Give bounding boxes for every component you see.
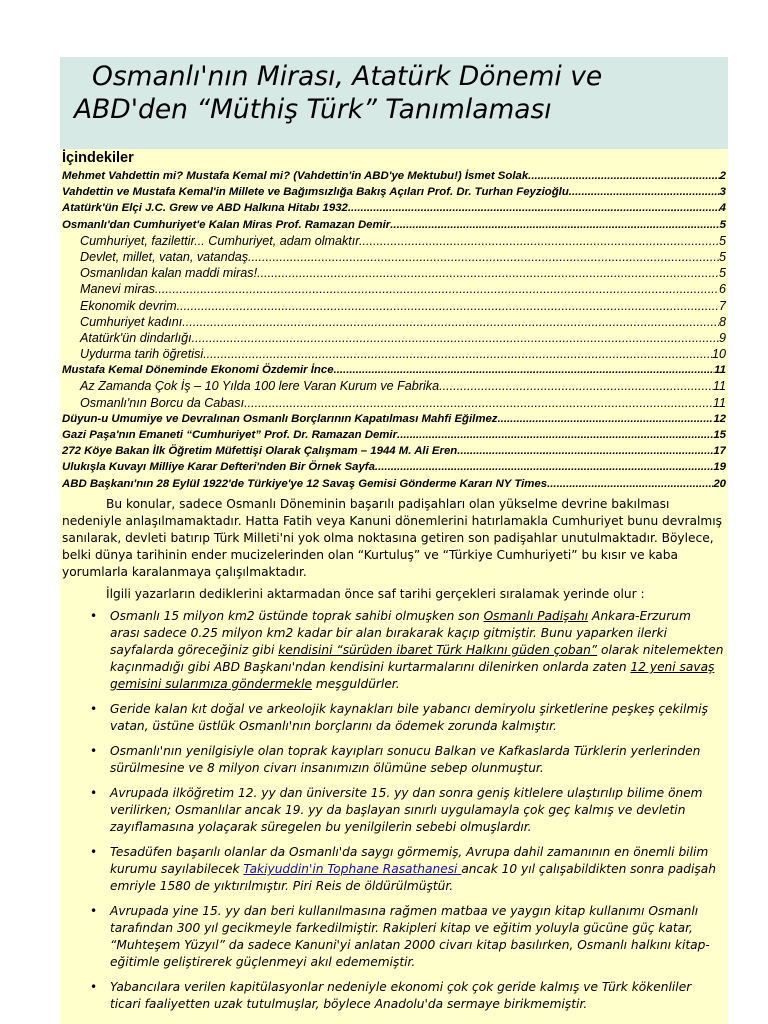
toc-entry-title: ABD Başkanı'nın 28 Eylül 1922'de Türkiye'ye 12 Savaş Gemisi Gönderme Kararı NY Times	[62, 477, 548, 490]
toc-leader-dots	[192, 330, 719, 346]
toc-entry-title: Ulukışla Kuvayı Milliye Karar Defteri'nden Bir Örnek Sayfa	[62, 461, 375, 474]
bullet-text: meşguldürler.	[312, 677, 400, 691]
toc-entry-title: Atatürk'ün dindarlığı	[80, 330, 192, 345]
bullet-text: Osmanlı 15 milyon km2 üstünde toprak sahibi olmuşken son	[110, 609, 484, 623]
toc-entry[interactable]	[62, 362, 726, 378]
toc-entry-title: Osmanlı'nın Borcu da Cabası	[80, 395, 245, 410]
toc-leader-dots	[248, 249, 719, 265]
toc-entry[interactable]	[62, 298, 726, 314]
bullet-text: Yabancılara verilen kapitülasyonlar nedeniyle ekonomi çok çok geride kalmış ve Türk kökenliler ticari faaliyetten uzak tutulmuşlar, böylece Anadolu'da sermaye birikmemiştir.	[110, 980, 692, 1011]
title-banner	[60, 57, 728, 149]
toc-page-number: 11	[714, 364, 726, 377]
toc-leader-dots	[375, 459, 713, 475]
toc-leader-dots	[457, 443, 713, 459]
toc-leader-dots	[155, 281, 719, 297]
toc-page-number: 5	[718, 249, 726, 264]
toc-page-number: 2	[719, 170, 726, 182]
toc-page-number: 6	[718, 282, 726, 297]
rasathane-link[interactable]: Takiyuddin'in Tophane Rasathanesi	[243, 862, 462, 876]
toc-page-number: 3	[719, 186, 726, 199]
toc-entry-title: Vahdettin ve Mustafa Kemal'in Millete ve Bağımsızlığa Bakış Açıları Prof. Dr. Turhan Feyzioğlu	[62, 186, 569, 199]
toc-page-number: 17	[713, 445, 726, 458]
toc-entry[interactable]	[62, 476, 726, 492]
toc-entry-title: Ekonomik devrim	[80, 298, 177, 313]
toc-leader-dots	[348, 200, 720, 216]
toc-page-number: 4	[719, 202, 726, 215]
bullet-list	[62, 608, 724, 1013]
list-item	[62, 785, 724, 836]
toc-entry[interactable]	[62, 411, 726, 427]
table-of-contents	[62, 168, 726, 492]
intro-paragraph: Bu konular, sadece Osmanlı Döneminin başarılı padişahları olan yükselme devrine bakılması nedeniyle anlaşılmamaktadır. Hatta Fatih veya Kanuni dönemlerini hatırlamakla Cumhuriyet bunu devralmış sanılarak, devleti batırıp Türk Milleti'ni yok olma noktasına getiren son padişahlar unutulmaktadır. Böylece, belki dünya tarihinin ender mucizelerinden olan “Kurtuluş” ve “Türkiye Cumhuriyeti” bu kısır ve kaba yorumlarla karalanmaya çalışılmaktadır.	[62, 497, 722, 579]
toc-leader-dots	[177, 298, 719, 314]
bullet-text: Avrupada ilköğretim 12. yy dan üniversite 15. yy dan sonra geniş kitlelere ulaştırılıp bilime önem verilirken; Osmanlılar ancak 19. yy da başlayan sınırlı uygulamayla çok geç kalmış ve devletin zayıflamasına yolaçarak süregelen bu yenilgilerin sebebi olmuşlardır.	[110, 786, 703, 834]
toc-leader-dots	[528, 168, 719, 184]
toc-entry[interactable]	[62, 330, 726, 346]
toc-page-number: 12	[713, 412, 726, 425]
bullet-icon: •	[90, 980, 98, 994]
list-item	[62, 844, 724, 895]
toc-page-number: 5	[719, 218, 726, 231]
toc-heading: İçindekiler	[62, 150, 134, 166]
toc-entry-title: Az Zamanda Çok İş – 10 Yılda 100 lere Varan Kurum ve Fabrika	[80, 379, 440, 394]
toc-leader-dots	[182, 314, 719, 330]
toc-entry[interactable]	[62, 314, 726, 330]
toc-entry-title: Osmanlıdan kalan maddi miras!	[80, 266, 258, 281]
toc-entry[interactable]	[62, 395, 726, 411]
toc-leader-dots	[397, 427, 713, 443]
toc-entry-title: Mehmet Vahdettin mi? Mustafa Kemal mi? (Vahdettin'in ABD'ye Mektubu!) İsmet Solak	[62, 170, 529, 182]
toc-page-number: 11	[712, 379, 726, 394]
toc-entry-title: 272 Köye Bakan İlk Öğretim Müfettişi Olarak Çalışmam – 1944 M. Ali Eren	[62, 445, 458, 458]
toc-page-number: 20	[713, 477, 726, 490]
toc-entry-title: Cumhuriyet, fazilettir... Cumhuriyet, adam olmaktır.	[80, 233, 363, 248]
underlined-text: Osmanlı Padişahı	[483, 609, 589, 623]
toc-page-number: 10	[711, 347, 726, 362]
bullet-text: Tesadüfen başarılı olanlar da Osmanlı'da saygı görmemiş, Avrupa dahil zamanının en önemli bilim kurumu sayılabilecek	[110, 845, 709, 876]
list-item	[62, 979, 724, 1013]
bullet-icon: •	[90, 904, 98, 918]
toc-leader-dots	[363, 233, 719, 249]
list-item	[62, 608, 724, 693]
toc-page-number: 9	[718, 330, 726, 345]
toc-leader-dots	[390, 217, 719, 233]
bullet-icon: •	[90, 702, 98, 716]
title-line-1: Osmanlı'nın Mirası, Atatürk Dönemi ve	[92, 61, 603, 92]
toc-leader-dots	[334, 362, 715, 378]
title-line-2: ABD'den “Müthiş Türk” Tanımlaması	[74, 94, 552, 125]
bullet-icon: •	[90, 845, 98, 859]
toc-entry-title: Düyun-u Umumiye ve Devralınan Osmanlı Borçlarının Kapatılması Mahfi Eğilmez	[62, 412, 498, 425]
bullet-icon: •	[90, 786, 98, 800]
toc-page-number: 19	[713, 461, 726, 474]
document-body	[60, 149, 728, 1024]
toc-page-number: 5	[718, 266, 726, 281]
toc-page-number: 5	[718, 233, 726, 248]
toc-page-number: 7	[718, 298, 726, 313]
list-item	[62, 701, 724, 735]
list-item	[62, 743, 724, 777]
toc-entry[interactable]	[62, 427, 726, 443]
bullet-text: Geride kalan kıt doğal ve arkeolojik kaynakları bile yabancı demiryolu şirketlerine peşkeş çekilmiş vatan, üstüne üstlük Osmanlı'nın borçlarını da ödemek zorunda kalmıştır.	[110, 702, 708, 733]
toc-entry-title: Cumhuriyet kadını	[80, 314, 183, 329]
body-text	[62, 496, 724, 1021]
toc-leader-dots	[498, 411, 714, 427]
toc-leader-dots	[439, 378, 713, 394]
bullet-icon: •	[90, 609, 98, 623]
toc-entry[interactable]	[62, 233, 726, 249]
toc-entry[interactable]	[62, 168, 726, 184]
list-item	[62, 903, 724, 971]
toc-entry-title: Manevi miras	[80, 282, 155, 297]
underlined-text: kendisini “sürüden ibaret Türk Halkını güden çoban”	[278, 643, 598, 657]
document-title	[60, 60, 728, 126]
bullet-text: Osmanlı'nın yenilgisiyle olan toprak kayıpları sonucu Balkan ve Kafkaslarda Türklerin yerlerinden sürülmesine ve 8 milyon civarı insanımızın ölümüne sebep olunmuştur.	[110, 744, 701, 775]
toc-entry-title: Osmanlı'dan Cumhuriyet'e Kalan Miras Prof. Ramazan Demir	[62, 218, 391, 231]
intro-paragraph-2: İlgili yazarların dediklerini aktarmadan önce saf tarihi gerçekleri sıralamak yerinde olur :	[106, 587, 645, 601]
bullet-icon: •	[90, 744, 98, 758]
toc-entry-title: Uydurma tarih öğretisi	[80, 347, 204, 362]
toc-leader-dots	[547, 476, 713, 492]
toc-entry[interactable]	[62, 200, 726, 216]
bullet-text: ancak 10 yıl çalışabildikten sonra padişah emriyle 1580 de yıktırılmıştır. Piri Reis de öldürülmüştür.	[110, 862, 716, 893]
toc-entry[interactable]	[62, 265, 726, 281]
toc-entry[interactable]	[62, 217, 726, 233]
toc-page-number: 15	[713, 429, 726, 441]
toc-leader-dots	[244, 395, 713, 411]
toc-entry[interactable]	[62, 459, 726, 475]
toc-entry-title: Atatürk'ün Elçi J.C. Grew ve ABD Halkına Hitabı 1932	[62, 202, 348, 215]
toc-entry-title: Mustafa Kemal Döneminde Ekonomi Özdemir İnce	[62, 364, 334, 377]
toc-leader-dots	[203, 346, 712, 362]
toc-page-number: 8	[718, 314, 726, 329]
toc-entry-title: Gazi Paşa'nın Emaneti “Cumhuriyet” Prof. Dr. Ramazan Demir	[62, 429, 398, 441]
toc-page-number: 11	[712, 395, 726, 410]
toc-entry[interactable]	[62, 443, 726, 459]
bullet-text: Ankara-Erzurum arası sadece 0.25 milyon km2 kadar bir alan bırakarak kaçıp gitmiştir. Bunu yaparken ilerki sayfalarda göreceğiniz gibi	[110, 609, 691, 657]
toc-leader-dots	[569, 184, 720, 200]
underlined-text: 12 yeni savaş gemisini sularımıza göndermekle	[110, 660, 715, 691]
bullet-text: Avrupada yine 15. yy dan beri kullanılmasına rağmen matbaa ve yaygın kitap kullanımı Osmanlı tarafından 300 yıl gecikmeyle farkedilmiştir. Rakipleri kitap ve eğitim yoluyla gücüne güç katar, “Muhteşem Yüzyıl” da sadece Kanuni'yi anlatan 2000 civarı kitap basılırken, Osmanlı halkını kitap-eğitimle geliştirerek güçlenmeyi akıl edememiştir.	[110, 904, 710, 969]
toc-entry[interactable]	[62, 378, 726, 394]
toc-entry[interactable]	[62, 281, 726, 297]
toc-leader-dots	[257, 265, 719, 281]
toc-entry[interactable]	[62, 346, 726, 362]
toc-entry-title: Devlet, millet, vatan, vatandaş	[80, 249, 248, 264]
bullet-text: olarak nitelemekten kaçınmadığı gibi ABD Başkanı'ndan kendisini kurtarmalarını dilenirken onlarda zaten	[110, 643, 724, 674]
toc-entry[interactable]	[62, 184, 726, 200]
toc-entry[interactable]	[62, 249, 726, 265]
